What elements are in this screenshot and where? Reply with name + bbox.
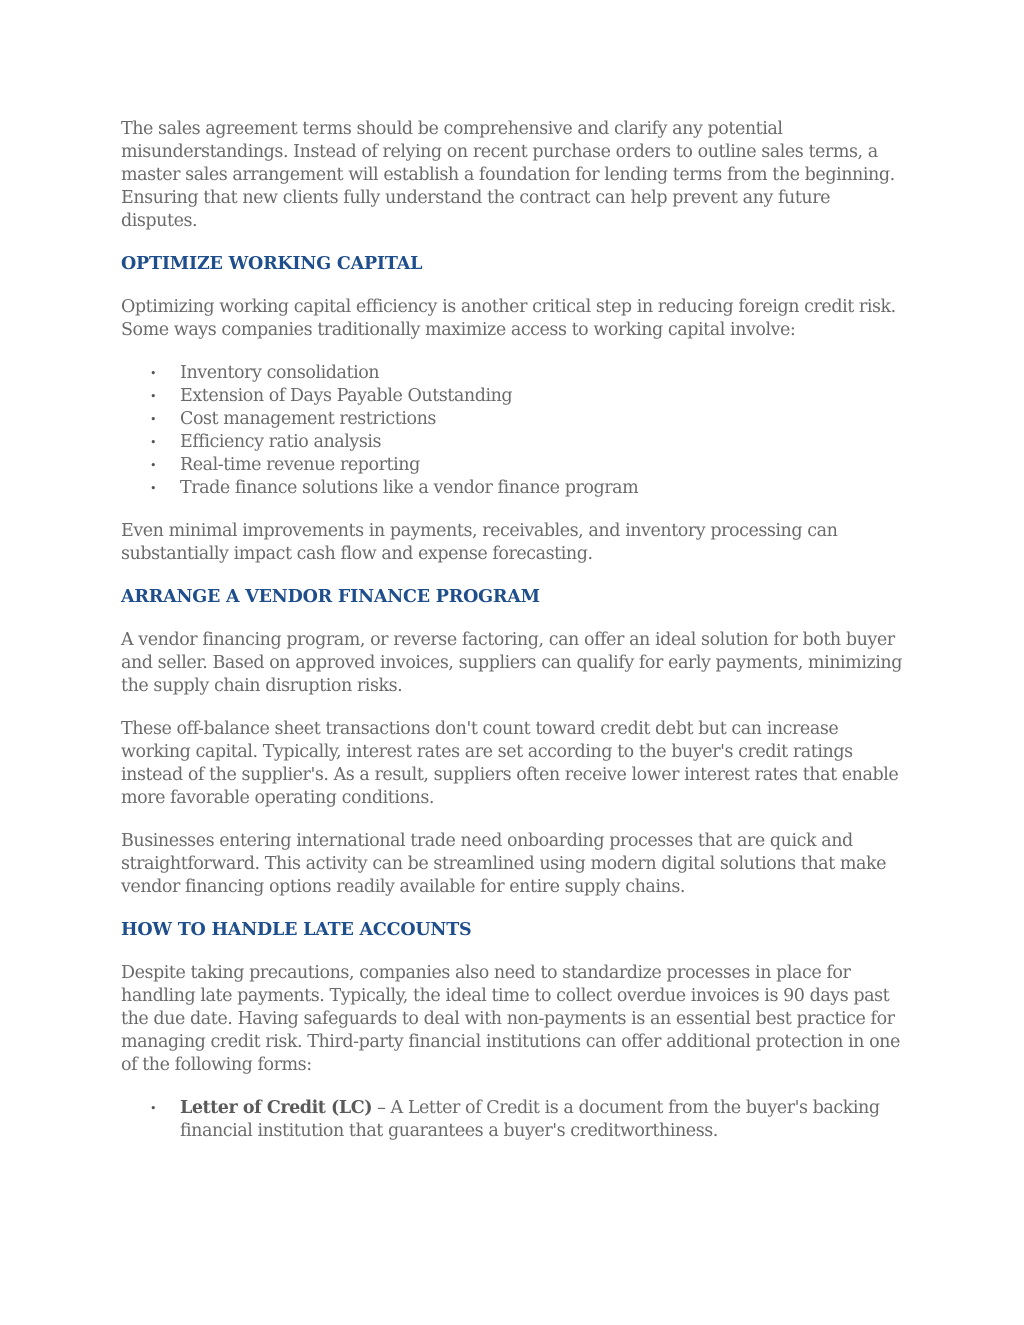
late-accounts-list <box>121 1097 911 1143</box>
list-item-description: – A Letter of Credit is a document from the buyer's backing financial institution that guarantees a buyer's creditworthiness. <box>180 1098 880 1141</box>
list-item <box>121 408 911 431</box>
bullet-icon: • <box>150 390 157 403</box>
bullet-icon: • <box>150 413 157 426</box>
working-capital-intro: Optimizing working capital efficiency is another critical step in reducing foreign credit risk. Some ways companies traditionally maximize access to working capital involve: <box>121 297 896 340</box>
heading-optimize-working-capital: OPTIMIZE WORKING CAPITAL <box>121 254 423 274</box>
vendor-finance-paragraph: Businesses entering international trade need onboarding processes that are quick and straightforward. This activity can be streamlined using modern digital solutions that make vendor financing options readily available for entire supply chains. <box>121 831 887 897</box>
list-item <box>121 1097 911 1143</box>
list-item-text: Trade finance solutions like a vendor finance program <box>180 478 639 498</box>
list-item <box>121 362 911 385</box>
list-item-text: Extension of Days Payable Outstanding <box>180 386 513 406</box>
list-item-text: Efficiency ratio analysis <box>180 432 382 452</box>
list-item <box>121 431 911 454</box>
working-capital-list <box>121 362 911 500</box>
list-item-text: Inventory consolidation <box>180 363 380 383</box>
intro-paragraph: The sales agreement terms should be comprehensive and clarify any potential misunderstandings. Instead of relying on recent purchase orders to outline sales terms, a master sales arrangement will establish a foundation for lending terms from the beginning. Ensuring that new clients fully understand the contract can help prevent any future disputes. <box>121 119 895 231</box>
list-item-text: Real-time revenue reporting <box>180 455 420 475</box>
vendor-finance-paragraph: A vendor financing program, or reverse factoring, can offer an ideal solution for both buyer and seller. Based on approved invoices, suppliers can qualify for early payments, minimizing the supply chain disruption risks. <box>121 630 902 696</box>
heading-vendor-finance-program: ARRANGE A VENDOR FINANCE PROGRAM <box>121 587 540 607</box>
list-item <box>121 477 911 500</box>
bullet-icon: • <box>150 482 157 495</box>
vendor-finance-paragraph: These off-balance sheet transactions don't count toward credit debt but can increase working capital. Typically, interest rates are set according to the buyer's credit ratings instead of the supplier's. As a result, suppliers often receive lower interest rates that enable more favorable operating conditions. <box>121 719 899 808</box>
bullet-icon: • <box>150 367 157 380</box>
list-item <box>121 454 911 477</box>
working-capital-outro: Even minimal improvements in payments, receivables, and inventory processing can substantially impact cash flow and expense forecasting. <box>121 521 838 564</box>
late-accounts-intro: Despite taking precautions, companies also need to standardize processes in place for handling late payments. Typically, the ideal time to collect overdue invoices is 90 days past the due date. Having safeguards to deal with non-payments is an essential best practice for managing credit risk. Third-party financial institutions can offer additional protection in one of the following forms: <box>121 963 900 1075</box>
document-page <box>121 118 911 1163</box>
bullet-icon: • <box>150 436 157 449</box>
bullet-icon: • <box>150 459 157 472</box>
list-item-text: Cost management restrictions <box>180 409 436 429</box>
list-item <box>121 385 911 408</box>
bullet-icon: • <box>150 1102 157 1115</box>
list-item-term: Letter of Credit (LC) <box>180 1098 373 1118</box>
heading-late-accounts: HOW TO HANDLE LATE ACCOUNTS <box>121 920 472 940</box>
